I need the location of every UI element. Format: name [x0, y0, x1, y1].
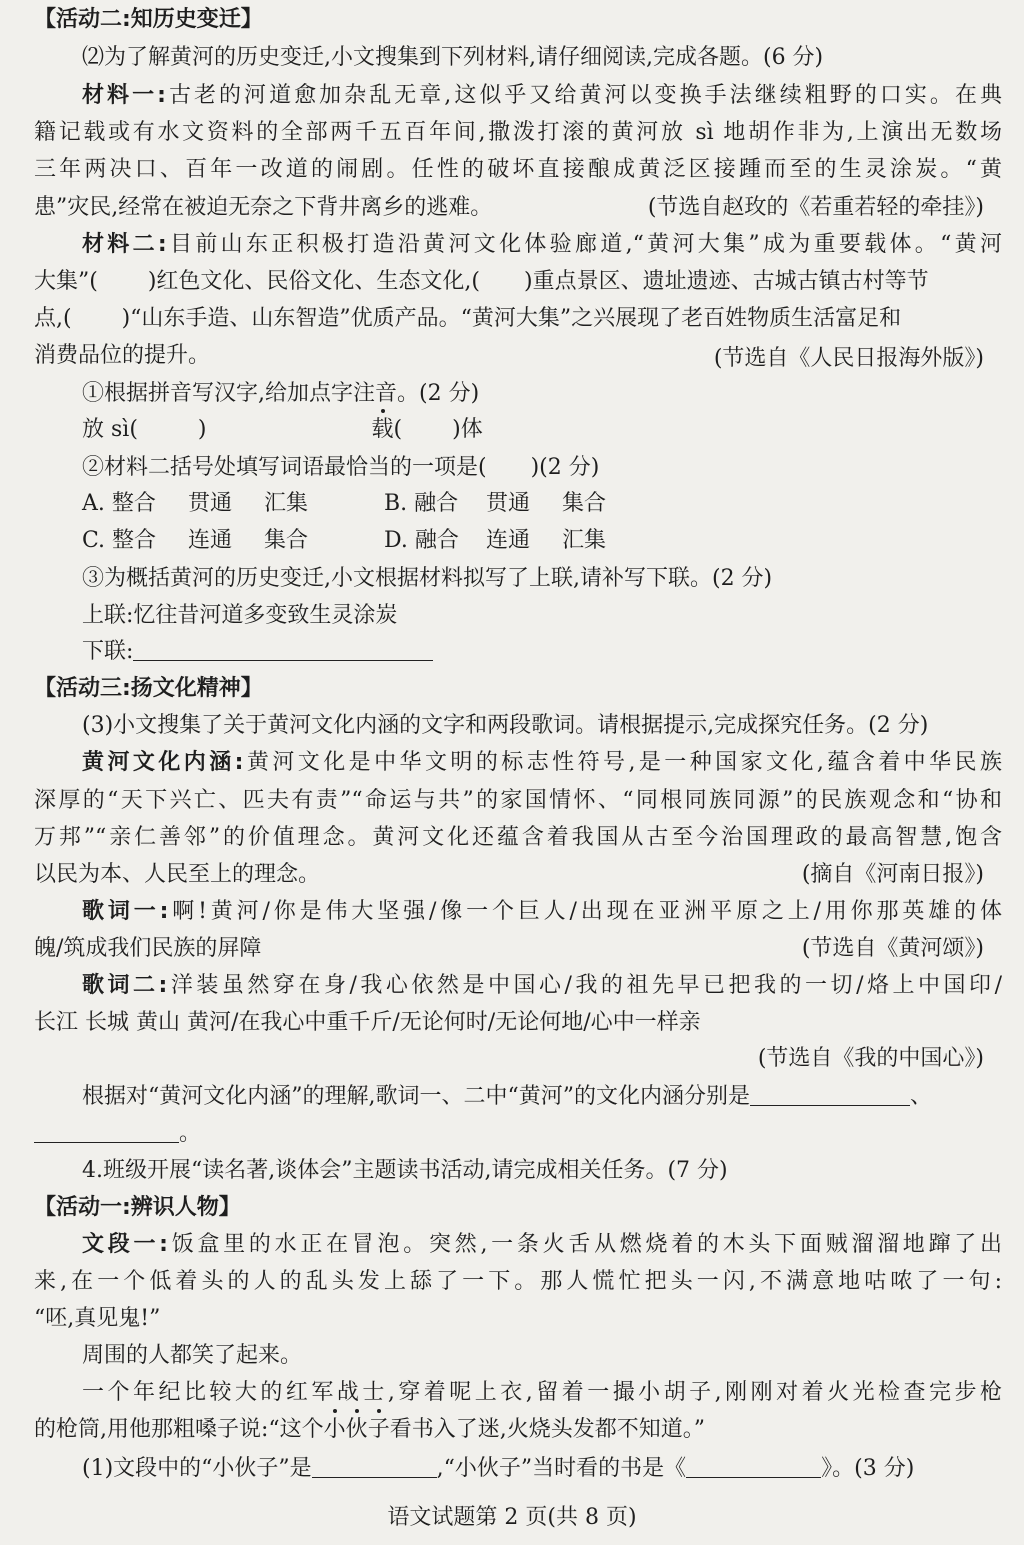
character-name-blank[interactable]	[312, 1455, 437, 1478]
lyrics1-meaning-blank[interactable]	[750, 1083, 910, 1106]
option-b-2: 贯通	[486, 491, 531, 516]
upper-couplet: 上联:忆往昔河道多变致生灵涂炭	[82, 603, 398, 628]
option-a-3: 汇集	[264, 491, 309, 516]
material1-line4: 患”灾民,经常在被迫无奈之下背井离乡的逃难。	[34, 195, 493, 220]
material2-line2: 大集”( )红色文化、民俗文化、生态文化,( )重点景区、遗址遗迹、古城古镇古村等节	[34, 269, 929, 294]
passage-label: 文段一:	[82, 1232, 168, 1257]
culture-line3: 万邦”“亲仁善邻”的价值理念。黄河文化还蕴含着我国从古至今治国理政的最高智慧,饱含	[34, 825, 1002, 850]
lyrics2-meaning-blank[interactable]	[34, 1120, 179, 1143]
option-c-3: 集合	[264, 528, 309, 553]
material2-line1: 材料二:目前山东正积极打造沿黄河文化体验廊道,“黄河大集”成为重要载体。“黄河	[82, 232, 1002, 257]
material1-line3: 三年两决口、百年一改道的闹剧。任性的破坏直接酿成黄泛区接踵而至的生灵涂炭。“黄	[34, 157, 1002, 182]
activity1-heading: 【活动一:辨识人物】	[34, 1195, 241, 1220]
options-row-1	[82, 488, 1002, 520]
lyrics1-line2: 魄/筑成我们民族的屏障	[34, 936, 262, 961]
option-b-3: 集合	[562, 491, 607, 516]
passage-line1: 文段一:饭盒里的水正在冒泡。突然,一条火舌从燃烧着的木头下面贼溜溜地蹿了出	[82, 1232, 1002, 1257]
task-line1: 根据对“黄河文化内涵”的理解,歌词一、二中“黄河”的文化内涵分别是 、	[82, 1084, 932, 1109]
material2-source: (节选自《人民日报海外版》)	[713, 346, 984, 371]
activity3-heading: 【活动三:扬文化精神】	[34, 676, 263, 701]
material2-label: 材料二:	[82, 232, 167, 257]
passage-line5: 一个年纪比较大的红军战士,穿着呢上衣,留着一撮小胡子,刚刚对着火光检查完步枪	[82, 1380, 1002, 1405]
sub-question-1: ①根据拼音写汉字,给加点字注音。(2 分)	[82, 381, 480, 406]
material2-line3: 点,( )“山东手造、山东智造”优质产品。“黄河大集”之兴展现了老百姓物质生活富足和	[34, 306, 902, 331]
options-row-2	[82, 525, 1002, 557]
lower-couplet-blank[interactable]	[133, 638, 433, 661]
book-title-blank[interactable]	[686, 1455, 821, 1478]
activity2-heading: 【活动二:知历史变迁】	[34, 7, 263, 32]
task-line2: 。	[34, 1118, 1002, 1150]
lyrics2-source: (节选自《我的中国心》)	[757, 1046, 984, 1071]
option-b-1: B. 融合	[384, 491, 459, 516]
passage-line3: “呸,真见鬼!”	[34, 1306, 161, 1331]
option-d-3: 汇集	[562, 528, 607, 553]
material1-source: (节选自赵玫的《若重若轻的牵挂》)	[647, 195, 984, 220]
culture-line4: 以民为本、人民至上的理念。	[34, 862, 321, 887]
option-c-2: 连通	[188, 528, 233, 553]
lower-couplet: 下联:	[82, 636, 1002, 668]
material1-line1: 材料一:古老的河道愈加杂乱无章,这似乎又给黄河以变换手法继续粗野的口实。在典	[82, 83, 1002, 108]
culture-source: (摘自《河南日报》)	[801, 862, 984, 887]
culture-line1: 黄河文化内涵:黄河文化是中华文明的标志性符号,是一种国家文化,蕴含着中华民族	[82, 750, 1002, 775]
passage-line4: 周围的人都笑了起来。	[82, 1343, 303, 1368]
question-4-title: 4.班级开展“读名著,谈体会”主题读书活动,请完成相关任务。(7 分)	[82, 1158, 728, 1183]
option-a-1: A. 整合	[82, 491, 156, 516]
material1-label: 材料一:	[82, 83, 166, 108]
option-d-2: 连通	[486, 528, 531, 553]
material1-line2: 籍记载或有水文资料的全部两千五百年间,撒泼打滚的黄河放 sì 地胡作非为,上演出无数场	[34, 120, 1002, 145]
question-4-1: (1)文段中的“小伙子”是 ,“小伙子”当时看的书是《 》。(3 分)	[82, 1456, 915, 1481]
option-c-1: C. 整合	[82, 528, 157, 553]
culture-line2: 深厚的“天下兴亡、匹夫有责”“命运与共”的家国情怀、“同根同族同源”的民族观念和“协和	[34, 788, 1002, 813]
lyrics1-label: 歌词一:	[82, 899, 169, 924]
question-3-stem: (3)小文搜集了关于黄河文化内涵的文字和两段歌词。请根据提示,完成探究任务。(2 分)	[82, 713, 929, 738]
dotted-char-zai: 载	[372, 414, 394, 446]
lyrics2-label: 歌词二:	[82, 973, 168, 998]
lyrics1-source: (节选自《黄河颂》)	[801, 936, 984, 961]
page-footer: 语文试题第 2 页(共 8 页)	[387, 1505, 637, 1530]
lyrics1-line1: 歌词一:啊!黄河/你是伟大坚强/像一个巨人/出现在亚洲平原之上/用你那英雄的体	[82, 899, 1002, 924]
question-2-stem: ⑵为了解黄河的历史变迁,小文搜集到下列材料,请仔细阅读,完成各题。(6 分)	[82, 45, 824, 70]
option-d-1: D. 融合	[384, 528, 459, 553]
passage-line2: 来,在一个低着头的人的乱头发上舔了一下。那人慌忙把头一闪,不满意地咕哝了一句:	[34, 1269, 1002, 1294]
passage-line6: 的枪筒,用他那粗嗓子说:“这个小伙子看书入了迷,火烧头发都不知道。”	[34, 1414, 1002, 1446]
sub-question-2: ②材料二括号处填写词语最恰当的一项是( )(2 分)	[82, 455, 600, 480]
lyrics2-line2: 长江 长城 黄山 黄河/在我心中重千斤/无论何时/无论何地/心中一样亲	[34, 1010, 701, 1035]
lyrics2-line1: 歌词二:洋装虽然穿在身/我心依然是中国心/我的祖先早已把我的一切/烙上中国印/	[82, 973, 1002, 998]
option-a-2: 贯通	[188, 491, 233, 516]
material2-line4: 消费品位的提升。	[34, 343, 211, 368]
culture-label: 黄河文化内涵:	[82, 750, 244, 775]
dotted-text-xiaohuozi: 小伙子	[324, 1417, 390, 1442]
sub-question-1-answers: 放 sì( ) 载( )体	[82, 414, 1002, 446]
sub-question-3: ③为概括黄河的历史变迁,小文根据材料拟写了上联,请补写下联。(2 分)	[82, 566, 773, 591]
